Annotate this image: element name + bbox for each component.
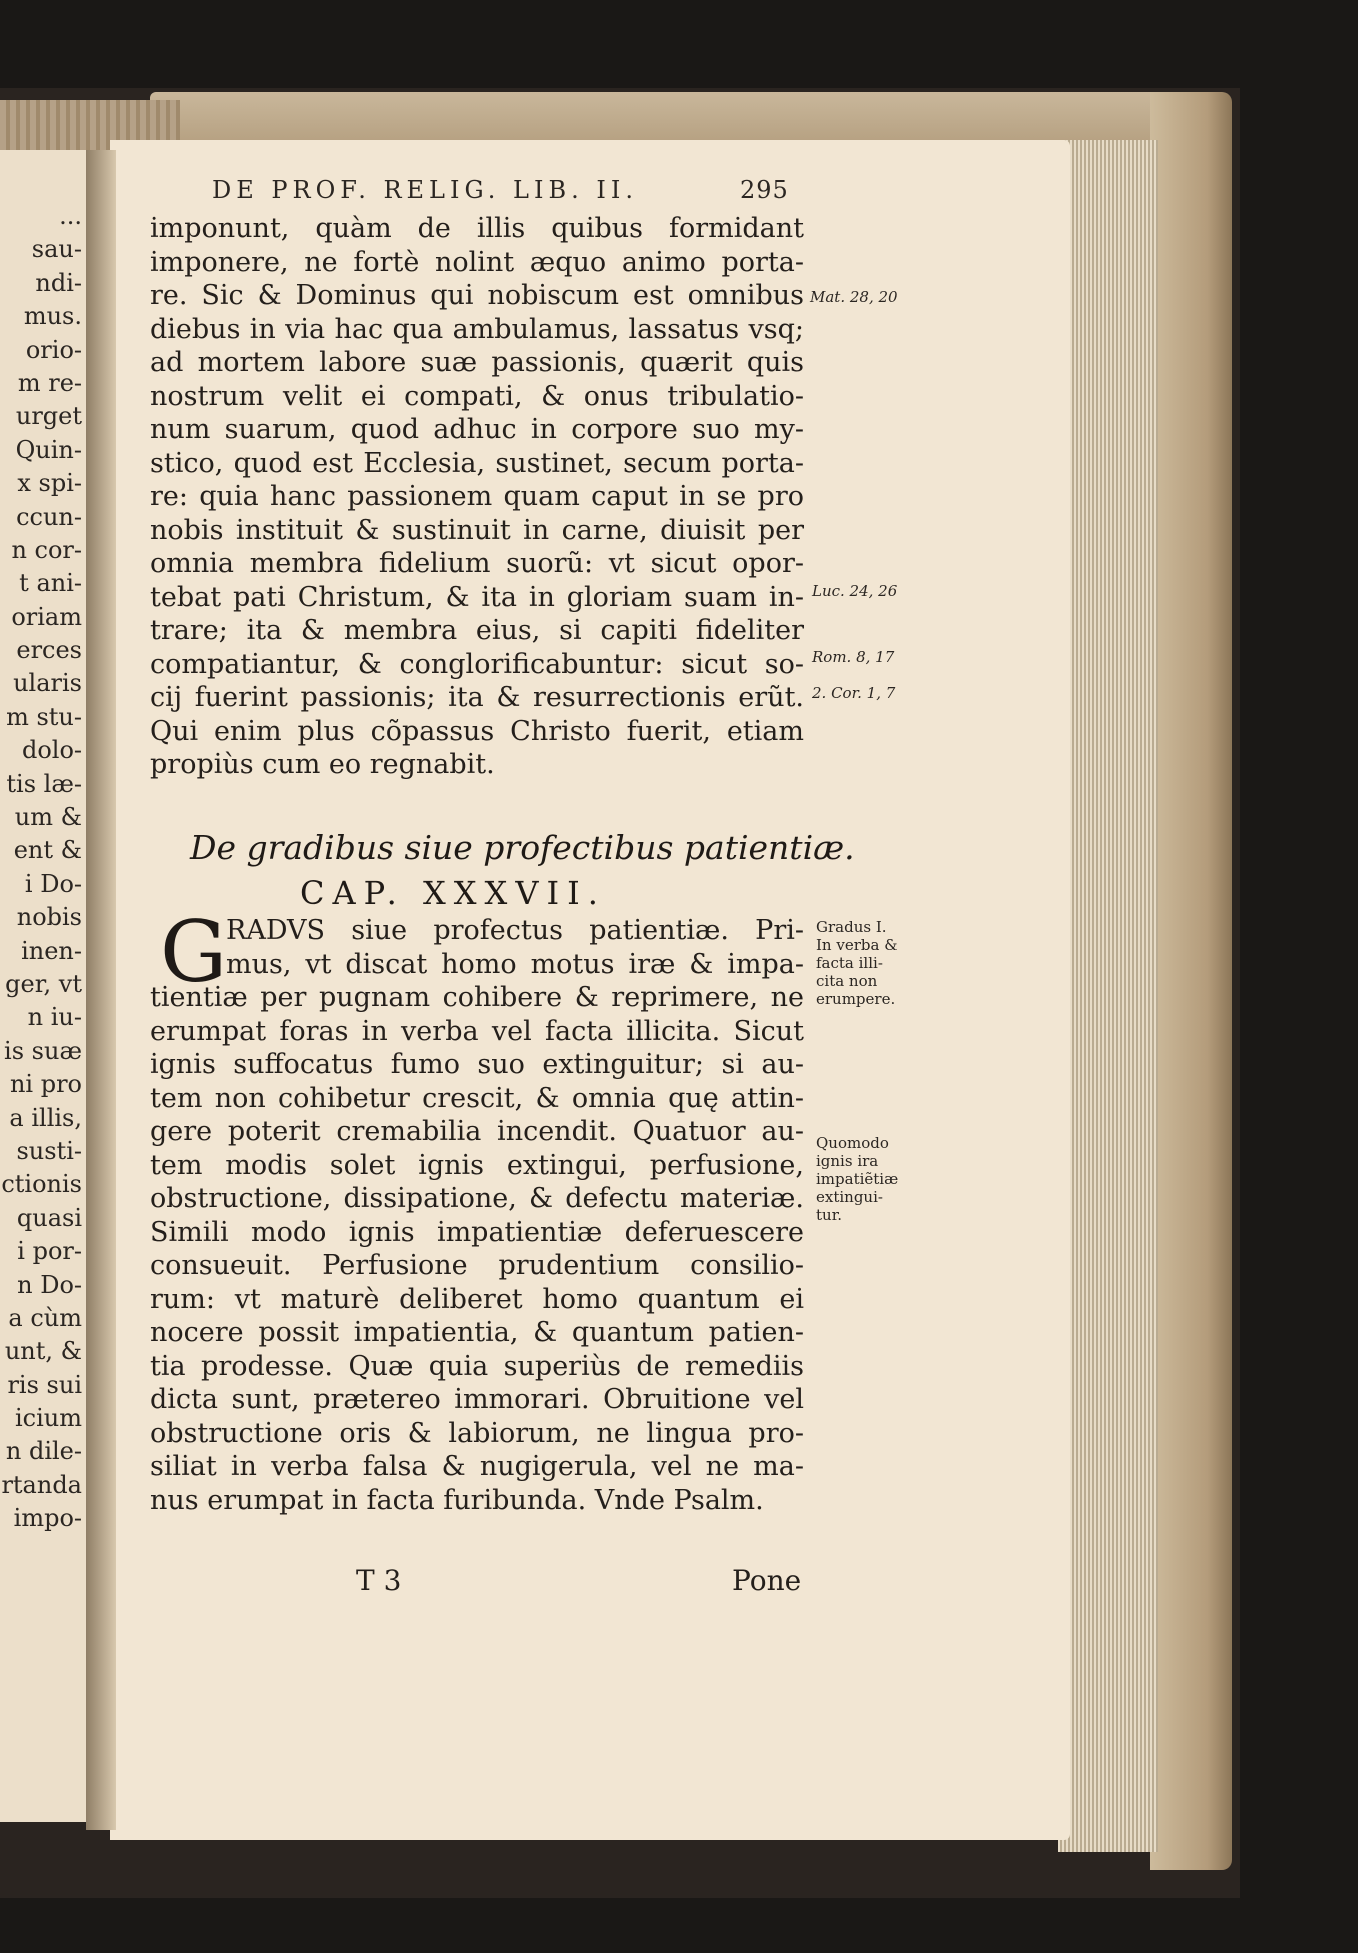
book-gutter	[86, 150, 116, 1830]
margin-ref-romans: Rom. 8, 17	[812, 648, 895, 666]
text-line: ad mortem labore suæ passionis, quærit quis	[150, 347, 804, 378]
left-page-fragment: ni pro	[9, 1070, 82, 1099]
margin-note-line: extingui-	[816, 1188, 883, 1206]
left-page-fragment: mus.	[23, 302, 82, 331]
text-line: re. Sic & Dominus qui nobiscum est omnibus	[150, 280, 804, 311]
left-page-fragment: i por-	[17, 1237, 82, 1266]
running-title: DE PROF. RELIG. LIB. II.	[212, 176, 638, 204]
text-line: obstructione, dissipatione, & defectu materiæ.	[150, 1183, 804, 1214]
margin-note-line: impatiẽtiæ	[816, 1170, 899, 1188]
left-page-fragment: erces	[16, 636, 82, 665]
text-line: nostrum velit ei compati, & onus tribulatio-	[150, 380, 804, 412]
paragraph-2	[150, 903, 804, 1517]
text-line: tia prodesse. Quæ quia superiùs de remediis	[150, 1350, 804, 1382]
text-line: num suarum, quod adhuc in corpore suo my-	[150, 414, 804, 445]
text-line: stico, quod est Ecclesia, sustinet, secum porta-	[150, 447, 804, 479]
left-page-fragment: is suæ	[4, 1036, 82, 1065]
left-page-fragment: unt, &	[4, 1337, 82, 1366]
left-page-fragment: m stu-	[6, 702, 82, 731]
text-line: cij fuerint passionis; ita & resurrectionis erũt.	[150, 682, 804, 713]
text-line: omnia membra fidelium suorũ: vt sicut opor-	[150, 548, 804, 579]
margin-note-line: cita non	[816, 972, 878, 990]
text-line: nus erumpat in facta furibunda. Vnde Psalm.	[150, 1484, 764, 1516]
book-cover-right-edge	[1150, 92, 1232, 1870]
left-page-fragment: ccun-	[16, 502, 82, 531]
page-edges	[1058, 140, 1158, 1852]
left-page-fragment: n Do-	[17, 1270, 82, 1299]
left-page-fragment: oriam	[11, 602, 82, 631]
left-page-fragment: ger, vt	[5, 969, 82, 998]
text-line: Simili modo ignis impatientiæ deferuescere	[150, 1216, 804, 1248]
running-header	[212, 176, 812, 212]
left-page-fragment: um &	[14, 803, 82, 832]
left-page-fragment: ent &	[13, 836, 82, 865]
left-page-fragment: orio-	[25, 335, 82, 364]
margin-ref-matthew: Mat. 28, 20	[810, 288, 898, 306]
text-line: consueuit. Perfusione prudentium consilio-	[150, 1250, 804, 1281]
margin-note-line: tur.	[816, 1206, 842, 1224]
left-page-fragment: a illis,	[9, 1103, 82, 1132]
text-line: erumpat foras in verba vel facta illicita. Sicut	[150, 1015, 804, 1047]
margin-note-line: Gradus I.	[816, 918, 887, 936]
text-line: ignis suffocatus fumo suo extinguitur; si au-	[150, 1049, 804, 1080]
text-line: tem modis solet ignis extingui, perfusione,	[150, 1149, 804, 1181]
text-line: tientiæ per pugnam cohibere & reprimere, ne	[150, 982, 804, 1013]
left-page-fragment: susti-	[16, 1136, 82, 1165]
left-page-text-fragments	[0, 200, 86, 1640]
left-page-fragment: ctionis	[1, 1170, 82, 1199]
margin-ref-luke: Luc. 24, 26	[812, 582, 898, 600]
section-title: De gradibus siue profectibus patientiæ.	[190, 828, 855, 867]
margin-note-line: In verba &	[816, 936, 898, 954]
text-line: nobis instituit & sustinuit in carne, diuisit per	[150, 514, 804, 546]
text-line: compatiantur, & conglorificabuntur: sicut so-	[150, 648, 804, 680]
margin-note-line: ignis ira	[816, 1152, 879, 1170]
text-line: diebus in via hac qua ambulamus, lassatus vsq;	[150, 313, 804, 345]
left-page-fragment: t ani-	[19, 569, 82, 598]
left-page-fragment: dolo-	[21, 736, 82, 765]
margin-note-gradus	[816, 918, 898, 1008]
margin-note-quomodo	[816, 1134, 898, 1224]
text-line: tebat pati Christum, & ita in gloriam suam in-	[150, 581, 804, 613]
text-line: tem non cohibetur crescit, & omnia quę attin-	[150, 1082, 804, 1114]
text-line: propiùs cum eo regnabit.	[150, 749, 495, 780]
left-page-fragment: ndi-	[35, 268, 82, 297]
paragraph-1	[150, 212, 804, 782]
margin-note-line: facta illi-	[816, 954, 883, 972]
left-page-fragment: quasi	[16, 1203, 82, 1232]
left-page-fragment: i Do-	[24, 869, 82, 898]
left-page-fragment: rtanda	[1, 1470, 82, 1499]
text-line: obstructione oris & labiorum, ne lingua pro-	[150, 1417, 804, 1449]
left-page-fragment: sau-	[31, 235, 82, 264]
text-line: RADVS siue profectus patientiæ. Pri-	[226, 915, 804, 946]
text-line: Qui enim plus cõpassus Christo fuerit, etiam	[150, 715, 804, 747]
drop-cap-initial: G	[160, 903, 228, 1001]
left-page-fragment: urget	[15, 402, 82, 431]
page-number: 295	[740, 176, 789, 204]
catchword: Pone	[732, 1564, 802, 1597]
left-page-fragment: inen-	[21, 936, 82, 965]
left-page-fragment: n iu-	[27, 1003, 82, 1032]
text-line: re: quia hanc passionem quam caput in se pro	[150, 481, 804, 512]
left-page-fragment: impo-	[13, 1504, 82, 1533]
left-page-fragment: ...	[59, 202, 82, 230]
text-line: rum: vt maturè deliberet homo quantum ei	[150, 1283, 804, 1315]
left-page-fragment: Quin-	[15, 435, 82, 464]
text-line: gere poterit cremabilia incendit. Quatuor au-	[150, 1116, 804, 1147]
left-page-fragment: x spi-	[17, 469, 82, 498]
text-line: imponere, ne fortè nolint æquo animo porta-	[150, 246, 804, 278]
left-page-fragment: icium	[14, 1404, 82, 1433]
margin-note-line: erumpere.	[816, 990, 896, 1008]
margin-note-line: Quomodo	[816, 1134, 889, 1152]
text-line: siliat in verba falsa & nugigerula, vel ne ma-	[150, 1451, 804, 1482]
text-line: nocere possit impatientia, & quantum patien-	[150, 1317, 804, 1348]
text-line: dicta sunt, prætereo immorari. Obruitione vel	[150, 1384, 804, 1415]
left-page-fragment: a cùm	[8, 1303, 82, 1332]
margin-ref-corinthians: 2. Cor. 1, 7	[812, 684, 896, 702]
left-page-fragment: n cor-	[11, 535, 82, 564]
left-page-fragment: m re-	[17, 368, 82, 397]
text-line: imponunt, quàm de illis quibus formidant	[150, 213, 804, 244]
text-line: trare; ita & membra eius, si capiti fideliter	[150, 615, 804, 646]
left-page-fragment: ularis	[13, 669, 82, 698]
signature-mark: T 3	[356, 1564, 402, 1597]
left-page-fragment: tis læ-	[6, 769, 82, 798]
left-page-fragment: n dile-	[5, 1437, 82, 1466]
chapter-heading: CAP. XXXVII.	[300, 874, 606, 912]
left-page-fragment: nobis	[16, 903, 82, 932]
left-page-fragment: ris sui	[7, 1370, 82, 1399]
text-line: mus, vt discat homo motus iræ & impa-	[226, 948, 804, 980]
book-cover-top-edge	[150, 92, 1160, 140]
